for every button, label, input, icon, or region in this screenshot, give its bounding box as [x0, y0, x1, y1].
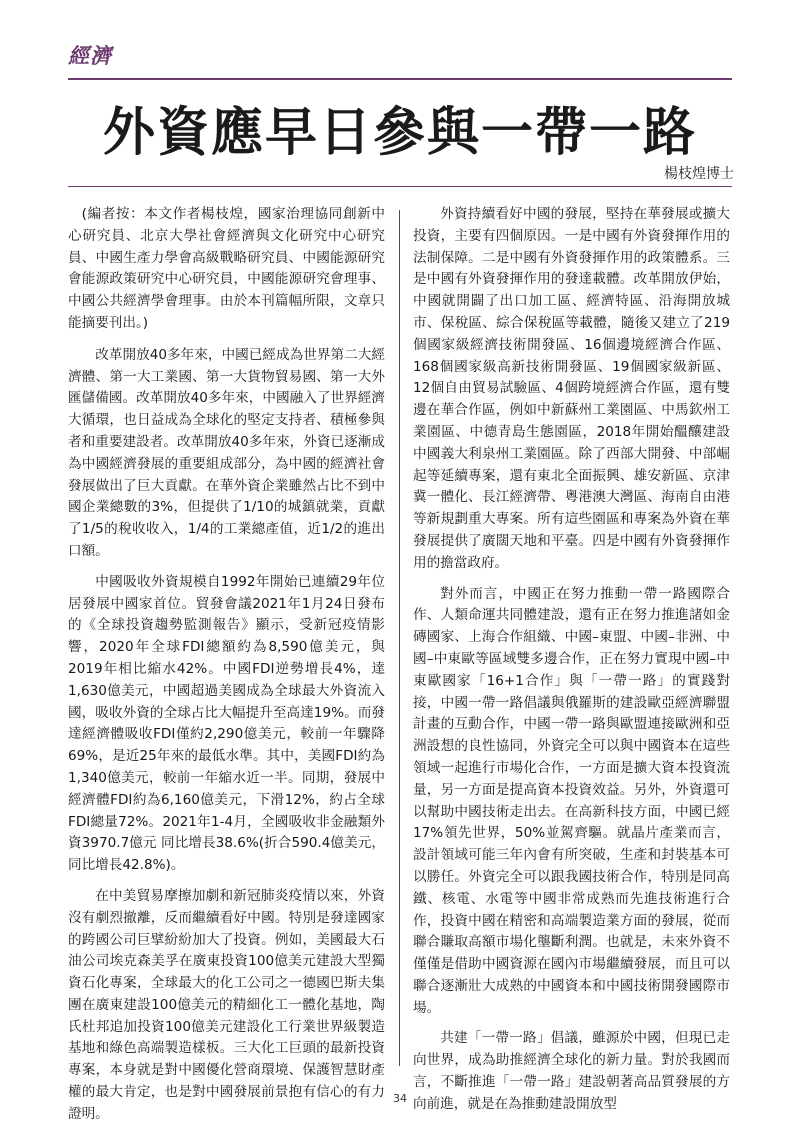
- article-title: 外資應早日參與一帶一路: [102, 103, 697, 163]
- editor-note: (編者按：本文作者楊枝煌，國家治理協同創新中心研究員、北京大學社會經濟與文化研究中心研究員、中國生產力學會高級戰略研究員、中國能源研究會能源政策研究中心研究員，中國能源研究會理事、中國公共經濟學會理事。由於本刊篇幅所限，文章只能摘要刊出。): [68, 206, 385, 331]
- right-column: [413, 204, 730, 1125]
- paragraph: 改革開放40多年來，中國已經成為世界第二大經濟體、第一大工業國、第一大貨物貿易國、第一大外匯儲備國。改革開放40多年來，中國融入了世界經濟大循環，也日益成為全球化的堅定支持者、積極參與者和重要建設者。改革開放40多年來，外資已逐漸成為中國經濟發展的重要組成部分，為中國的經濟社會發展做出了巨大貢獻。在華外資企業雖然占比不到中國企業總數的3%，但提供了1/10的城鎮就業，貢獻了1/5的稅收收入，1/4的工業總產值，近1/2的進出口額。: [68, 346, 385, 559]
- paragraph: 外資持續看好中國的發展，堅持在華發展或擴大投資，主要有四個原因。一是中國有外資發揮作用的法制保障。二是中國有外資發揮作用的政策體系。三是中國有外資發揮作用的發達載體。改革開放伊始，中國就開闢了出口加工區、經濟特區、沿海開放城市、保稅區、綜合保稅區等載體，隨後又建立了219個國家級經濟技術開發區、16個邊境經濟合作區、168個國家級高新技術開發區、19個國家級新區、12個自由貿易試驗區、4個跨境經濟合作區，還有雙邊在華合作區，例如中新蘇州工業園區、中馬欽州工業園區、中德青島生態園區，2018年開始醞釀建設中國義大利泉州工業園區。除了西部大開發、中部崛起等延續專案，還有東北全面振興、雄安新區、京津冀一體化、長江經濟帶、粵港澳大灣區、海南自由港等新規劃重大專案。所有這些園區和專案為外資在華發展提供了廣闊天地和平臺。四是中國有外資發揮作用的擔當政府。: [413, 206, 730, 571]
- paragraph: 中國吸收外資規模自1992年開始已連續29年位居發展中國家首位。貿發會議2021年1月24日發布的《全球投資趨勢監測報告》顯示，受新冠疫情影響，2020年全球FDI總額約為8,590億美元，與2019年相比縮水42%。中國FDI逆勢增長4%，達1,630億美元，中國超過美國成為全球最大外資流入國，吸收外資的全球占比大幅提升至高達19%。而發達經濟體吸收FDI僅約2,290億美元，較前一年驟降69%，是近25年來的最低水準。其中，美國FDI約為1,340億美元，較前一年縮水近一半。同期，發展中經濟體FDI約為6,160億美元，下滑12%，約占全球FDI總量72%。2021年1-4月，全國吸收非金融類外資3970.7億元 同比增長38.6%(折合590.4億美元，同比增長42.8%)。: [68, 573, 385, 874]
- paragraph: 在中美貿易摩擦加劇和新冠肺炎疫情以來，外資沒有劇烈撤離，反而繼續看好中國。特別是發達國家的跨國公司巨擘紛紛加大了投資。例如，美國最大石油公司埃克森美孚在廣東投資100億美元建設大型獨資石化專案，全球最大的化工公司之一德國巴斯夫集團在廣東建設100億美元的精細化工一體化基地，陶氏杜邦追加投資100億美元建設化工行業世界級製造基地和綠色高端製造樣板。三大化工巨頭的最新投資專案，本身就是對中國優化營商環境、保護智慧財產權的最大肯定，也是對中國發展前景抱有信心的有力證明。: [68, 887, 385, 1122]
- left-column: [68, 204, 385, 1135]
- column-divider: [399, 210, 400, 1066]
- header-rule: [68, 78, 732, 80]
- page-number: 34: [393, 1092, 407, 1105]
- paragraph: 對外而言，中國正在努力推動一帶一路國際合作、人類命運共同體建設，還有正在努力推進諸如金磚國家、上海合作組織、中國–東盟、中國–非洲、中國–中東歐等區域雙多邊合作，正在努力實現中國–中東歐國家「16+1合作」與「一帶一路」的實踐對接，中國一帶一路倡議與俄羅斯的建設歐亞經濟聯盟計畫的互動合作，中國一帶一路與歐盟連接歐洲和亞洲設想的良性協同，外資完全可以與中國資本在這些領域一起進行市場化合作，一方面是擴大資本投資流量，另一方面是提高資本投資效益。另外，外資還可以幫助中國技術走出去。在高新科技方面，中國已經17%領先世界，50%並駕齊驅。就晶片產業而言，設計領域可能三年內會有所突破，生產和封裝基本可以勝任。外資完全可以跟我國技術合作，特別是同高鐵、核電、水電等中國非常成熟而先進技術進行合作，投資中國在精密和高端製造業方面的發展，從而聯合賺取高額市場化壟斷利潤。也就是，未來外資不僅僅是借助中國資源在國內市場繼續發展，而且可以聯合逐漸壯大成熟的中國資本和中國技術開發國際市場。: [413, 585, 730, 1016]
- paragraph: 共建「一帶一路」倡議，雖源於中國，但現已走向世界，成為助推經濟全球化的新力量。對於我國而言，不斷推進「一帶一路」建設朝著高品質發展的方向前進，就是在為推動建設開放型: [413, 1030, 730, 1112]
- section-label: 經濟: [68, 43, 112, 68]
- title-rule: [68, 186, 732, 187]
- author-byline: 楊枝煌博士: [664, 166, 734, 182]
